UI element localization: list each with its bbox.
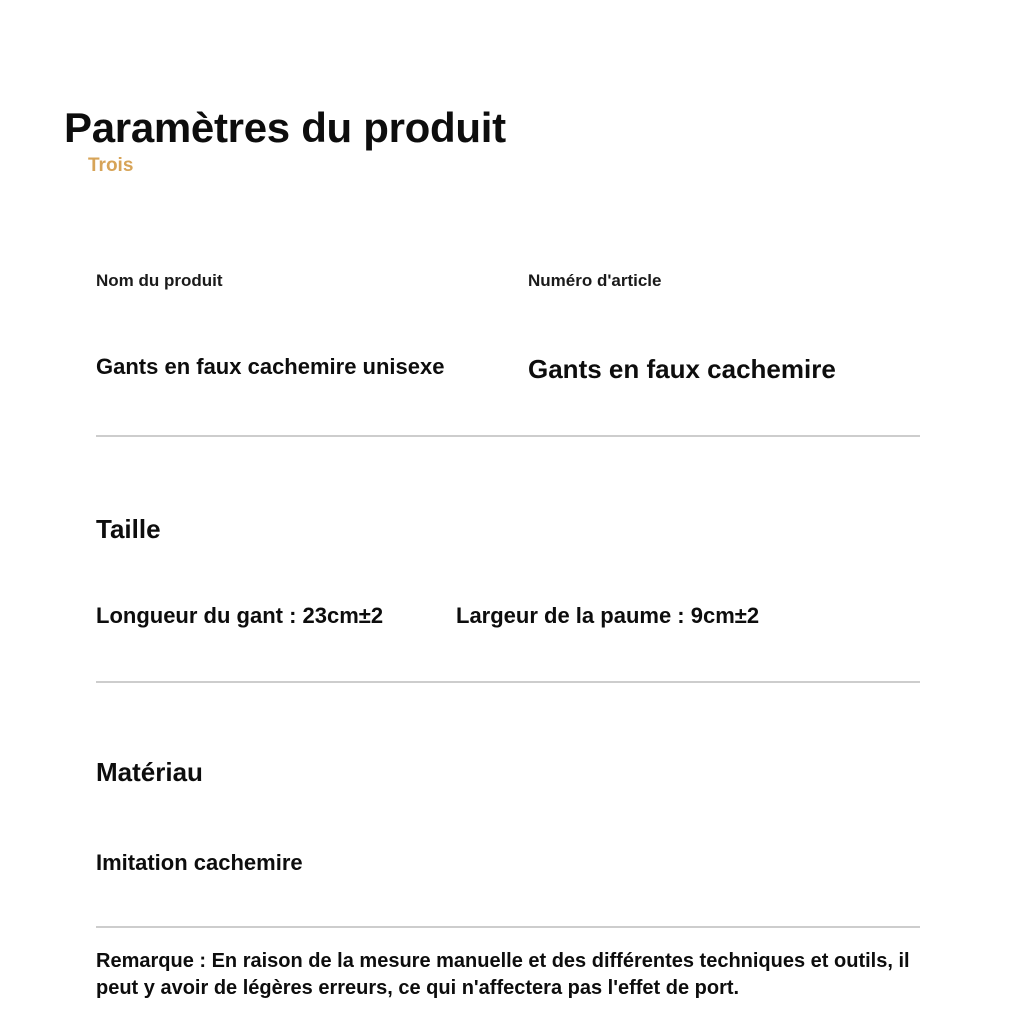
article-number-label: Numéro d'article — [528, 271, 662, 290]
identity-values-row — [96, 353, 920, 386]
size-section-heading: Taille — [96, 513, 161, 544]
palm-width-cell — [456, 602, 920, 630]
size-section — [96, 514, 920, 684]
product-name-value: Gants en faux cachemire unisexe — [96, 354, 445, 380]
product-identity-section — [96, 270, 920, 437]
size-values-row — [96, 602, 920, 630]
glove-length-cell — [96, 602, 456, 630]
measurement-disclaimer-note: Remarque : En raison de la mesure manuelle et des différentes techniques et outils, il peut y avoir de légères erreurs, ce qui n'affectera pas l'effet de port. — [96, 950, 910, 1000]
page-title: Paramètres du produit — [64, 104, 506, 152]
divider-after-size — [96, 681, 920, 683]
page-subtitle: Trois — [88, 155, 134, 176]
material-section-heading: Matériau — [96, 757, 203, 788]
product-name-label-cell — [96, 270, 528, 291]
article-number-label-cell — [528, 270, 920, 291]
material-section — [96, 757, 920, 928]
divider-before-footnote — [96, 926, 920, 928]
material-value: Imitation cachemire — [96, 849, 303, 875]
product-name-label: Nom du produit — [96, 271, 223, 290]
article-number-value-cell — [528, 353, 920, 386]
divider-after-identity — [96, 435, 920, 437]
spec-content — [96, 270, 920, 1002]
product-name-value-cell — [96, 353, 528, 381]
palm-width-value: Largeur de la paume : 9cm±2 — [456, 602, 760, 628]
identity-labels-row — [96, 270, 920, 291]
glove-length-value: Longueur du gant : 23cm±2 — [96, 602, 384, 628]
article-number-value: Gants en faux cachemire — [528, 354, 836, 385]
